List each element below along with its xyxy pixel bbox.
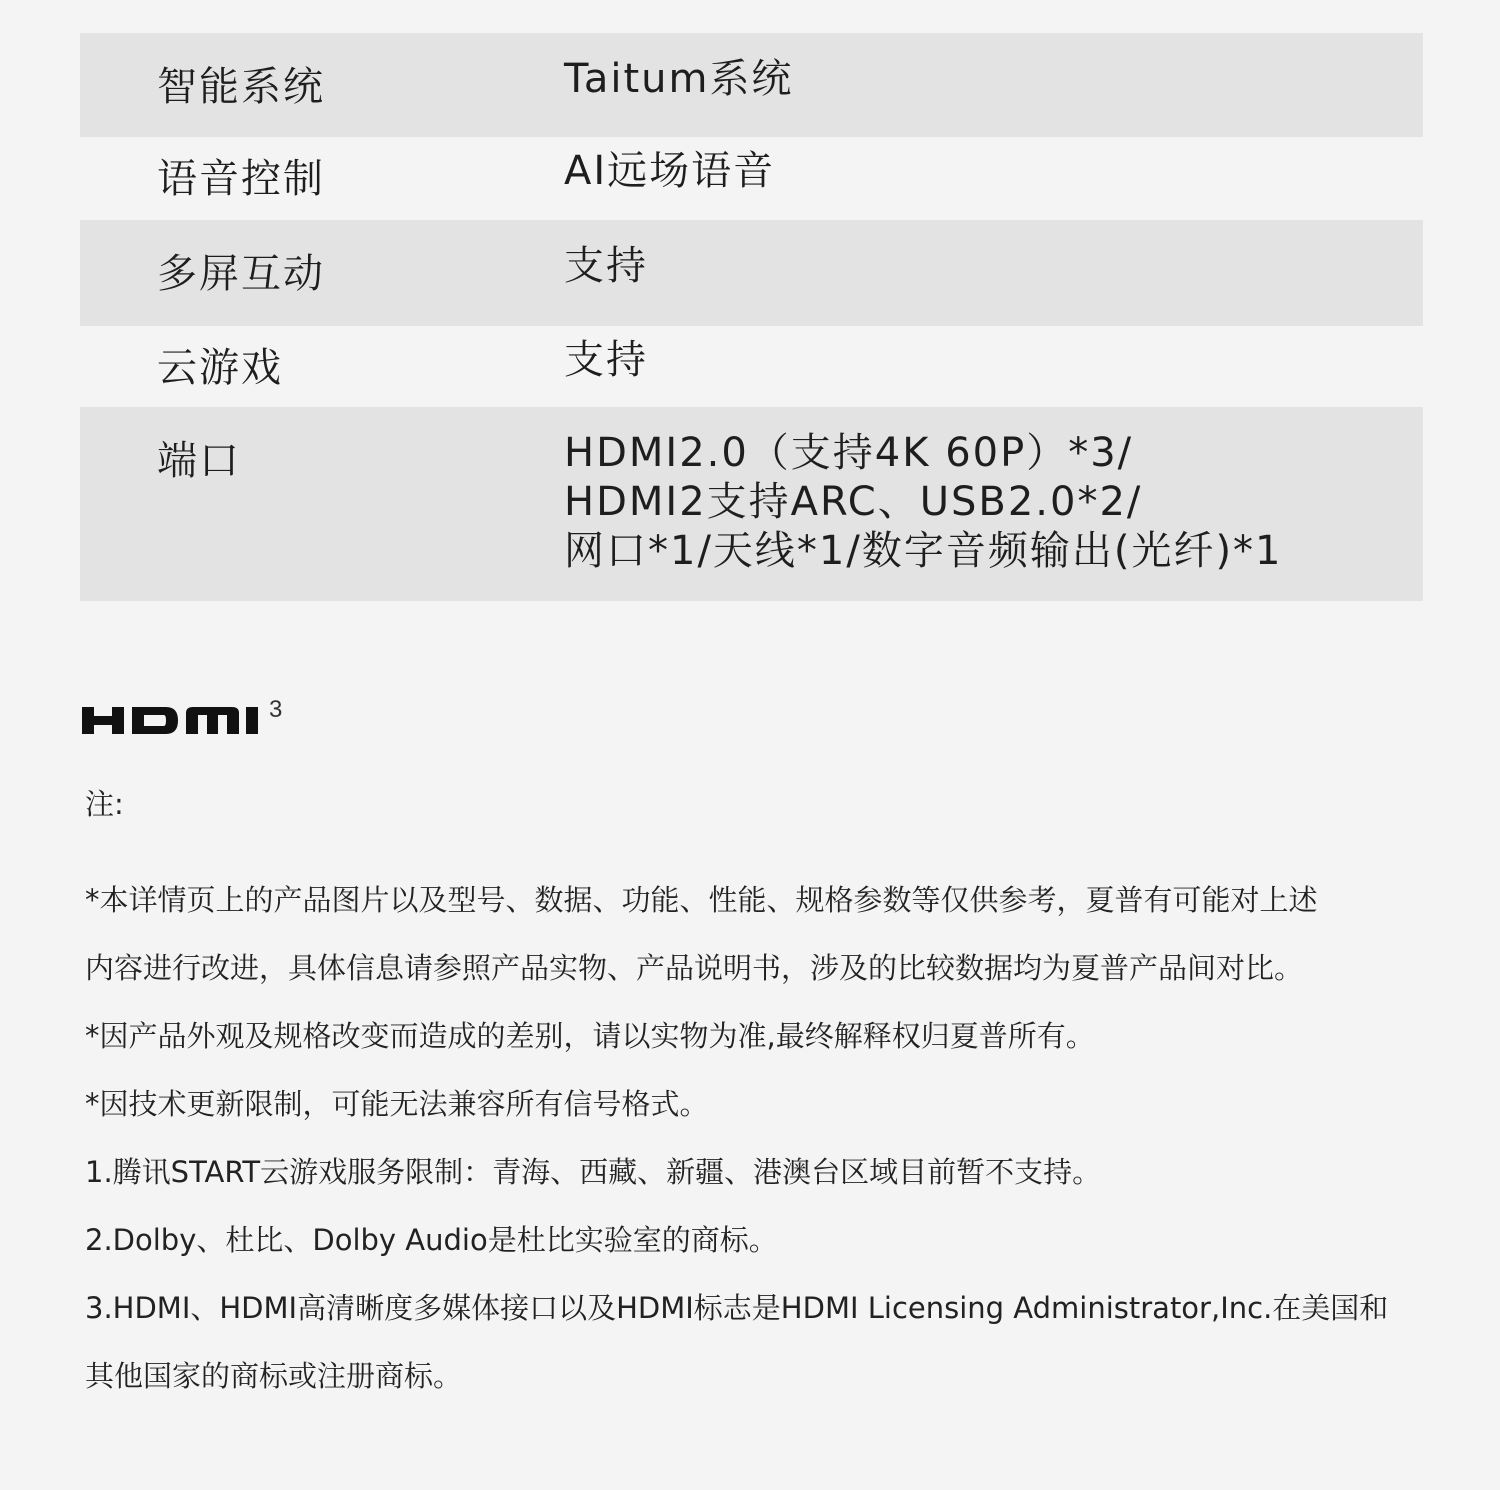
- spec-value-line: HDMI2支持ARC、USB2.0*2/: [564, 479, 1143, 525]
- spec-row-voice: [80, 137, 1423, 220]
- spec-table: [80, 33, 1423, 601]
- spec-value: [564, 55, 1423, 104]
- hdmi-logo: [82, 693, 292, 743]
- spec-value-line: HDMI2.0（支持4K 60P）*3/: [564, 430, 1134, 476]
- notes: [85, 776, 1425, 1410]
- spec-value: [564, 242, 1423, 291]
- spec-label: 端口: [157, 438, 241, 484]
- spec-label: 语音控制: [157, 156, 325, 202]
- spec-value-line: Taitum系统: [564, 56, 794, 102]
- spec-value-line: 支持: [564, 337, 648, 383]
- note-line: 2.Dolby、杜比、Dolby Audio是杜比实验室的商标。: [85, 1223, 778, 1257]
- spec-row-multiscreen: [80, 220, 1423, 326]
- note-line: 其他国家的商标或注册商标。: [85, 1359, 463, 1393]
- note-line: *因技术更新限制，可能无法兼容所有信号格式。: [85, 1087, 709, 1121]
- spec-value-line: AI远场语音: [564, 148, 776, 194]
- logo-superscript: 3: [269, 696, 283, 723]
- note-line: *因产品外观及规格改变而造成的差别，请以实物为准,最终解释权归夏普所有。: [85, 1019, 1095, 1053]
- spec-row-system: [80, 33, 1423, 137]
- spec-value-line: 网口*1/天线*1/数字音频输出(光纤)*1: [564, 528, 1283, 574]
- spec-label: 多屏互动: [157, 251, 325, 297]
- spec-value-line: 支持: [564, 243, 648, 289]
- note-line: *本详情页上的产品图片以及型号、数据、功能、性能、规格参数等仅供参考，夏普有可能对上述: [85, 883, 1318, 917]
- spec-label: 智能系统: [157, 64, 325, 110]
- note-line: 1.腾讯START云游戏服务限制：青海、西藏、新疆、港澳台区域目前暂不支持。: [85, 1155, 1102, 1189]
- spec-row-ports: [80, 407, 1423, 601]
- spec-row-cloud-gaming: [80, 326, 1423, 407]
- spec-value: [564, 429, 1423, 576]
- note-line: 3.HDMI、HDMI高清晰度多媒体接口以及HDMI标志是HDMI Licensing Administrator,Inc.在美国和: [85, 1291, 1389, 1325]
- spec-value: [564, 147, 1423, 196]
- spec-label: 云游戏: [157, 345, 283, 391]
- note-line: 内容进行改进，具体信息请参照产品实物、产品说明书，涉及的比较数据均为夏普产品间对比。: [85, 951, 1304, 985]
- spec-value: [564, 336, 1423, 385]
- notes-title: 注:: [85, 787, 124, 821]
